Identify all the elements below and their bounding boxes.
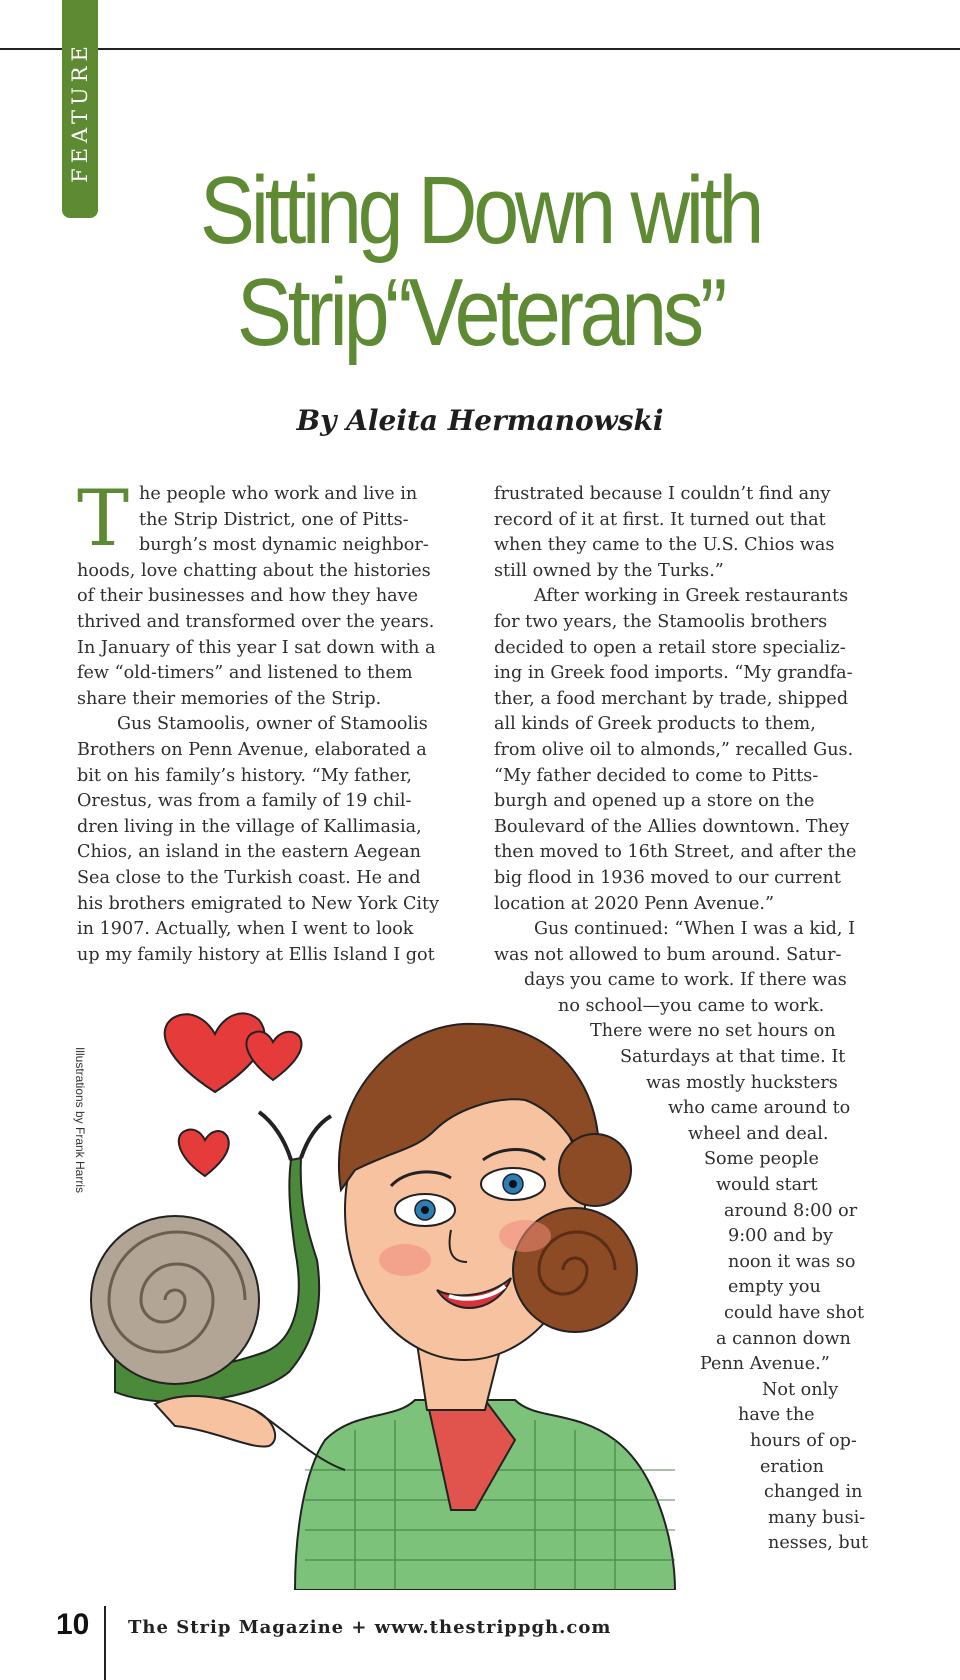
illustration-credit: Illustrations by Frank Harris xyxy=(73,1046,87,1194)
article-title xyxy=(67,157,893,366)
text-line: share their memories of the Strip. xyxy=(77,688,382,709)
text-line: 9:00 and by xyxy=(728,1226,833,1247)
text-line: decided to open a retail store specializ- xyxy=(494,637,846,658)
illustration xyxy=(55,1000,715,1590)
text-line: Orestus, was from a family of 19 chil- xyxy=(77,791,412,812)
text-line: hours of op- xyxy=(750,1430,857,1451)
text-line: nesses, but xyxy=(768,1533,869,1554)
text-line: frustrated because I couldn’t find any xyxy=(494,484,831,504)
column-left xyxy=(77,474,477,968)
woman xyxy=(295,1024,675,1590)
byline: By Aleita Hermanowski xyxy=(296,404,664,437)
text-line: Saturdays at that time. It xyxy=(620,1047,846,1068)
text-line: changed in xyxy=(764,1482,863,1503)
text-line: all kinds of Greek products to them, xyxy=(494,714,816,735)
text-line: could have shot xyxy=(724,1303,865,1323)
text-line: was not allowed to bum around. Satur- xyxy=(494,944,842,965)
text-line: who came around to xyxy=(668,1098,851,1119)
text-line: noon it was so xyxy=(728,1251,856,1272)
title-line-2: Strip“Veterans” xyxy=(236,259,724,366)
text-line: location at 2020 Penn Avenue.” xyxy=(494,893,775,914)
text-line: big flood in 1936 moved to our current xyxy=(494,867,841,888)
text-line: for two years, the Stamoolis brothers xyxy=(494,611,828,632)
text-line: up my family history at Ellis Island I got xyxy=(77,944,435,965)
text-line: when they came to the U.S. Chios was xyxy=(494,535,835,556)
text-line: Penn Avenue.” xyxy=(700,1354,830,1375)
text-line: burgh’s most dynamic neighbor- xyxy=(139,535,429,556)
text-line: no school—you came to work. xyxy=(558,995,825,1016)
text-line: hoods, love chatting about the histories xyxy=(77,560,431,581)
footer-divider xyxy=(104,1606,106,1680)
text-line: record of it at first. It turned out that xyxy=(494,509,826,530)
text-line: Sea close to the Turkish coast. He and xyxy=(77,867,421,888)
text-line: would start xyxy=(716,1175,818,1196)
text-line: eration xyxy=(760,1456,824,1477)
text-line: Brothers on Penn Avenue, elaborated a xyxy=(77,739,427,760)
drop-cap: T xyxy=(77,474,130,564)
text-line: In January of this year I sat down with a xyxy=(77,637,436,658)
text-line: Some people xyxy=(704,1149,819,1170)
text-line: a cannon down xyxy=(716,1328,851,1349)
top-rule xyxy=(0,48,960,50)
text-line: wheel and deal. xyxy=(688,1123,829,1144)
text-line: dren living in the village of Kallimasia, xyxy=(77,816,422,837)
text-line: There were no set hours on xyxy=(590,1021,836,1042)
text-line: few “old-timers” and listened to them xyxy=(77,663,413,684)
text-line: ing in Greek food imports. “My grandfa- xyxy=(494,663,853,684)
text-line: still owned by the Turks.” xyxy=(494,560,724,581)
text-line: the Strip District, one of Pitts- xyxy=(139,509,409,530)
text-line: “My father decided to come to Pitts- xyxy=(494,765,819,786)
text-line: around 8:00 or xyxy=(724,1200,858,1221)
text-line: in 1907. Actually, when I went to look xyxy=(77,919,414,940)
text-line: Not only xyxy=(762,1379,839,1400)
section-tab-label: FEATURE xyxy=(68,41,92,183)
text-line: After working in Greek restaurants xyxy=(534,586,849,607)
text-line: he people who work and live in xyxy=(139,484,418,504)
text-line: from olive oil to almonds,” recalled Gus. xyxy=(494,739,854,760)
page-number: 10 xyxy=(56,1608,90,1641)
text-line: thrived and transformed over the years. xyxy=(77,611,435,632)
footer-text: The Strip Magazine + www.thestrippgh.com xyxy=(128,1617,612,1638)
text-line: his brothers emigrated to New York City xyxy=(77,893,440,914)
text-line: empty you xyxy=(728,1277,821,1298)
text-line: Chios, an island in the eastern Aegean xyxy=(77,842,421,863)
title-line-1: Sitting Down with xyxy=(199,157,761,264)
text-line: many busi- xyxy=(768,1507,866,1528)
text-line: Gus Stamoolis, owner of Stamoolis xyxy=(117,714,428,735)
text-line: days you came to work. If there was xyxy=(524,970,847,991)
heart-icon xyxy=(246,1032,301,1080)
text-line: was mostly hucksters xyxy=(646,1072,838,1093)
text-line: of their businesses and how they have xyxy=(77,586,418,607)
heart-icon xyxy=(179,1130,229,1176)
text-line: have the xyxy=(738,1405,815,1426)
text-line: bit on his family’s history. “My father, xyxy=(77,765,413,786)
text-line: Boulevard of the Allies downtown. They xyxy=(494,816,850,837)
text-line: ther, a food merchant by trade, shipped xyxy=(494,688,849,709)
text-line: then moved to 16th Street, and after the xyxy=(494,842,857,863)
text-line: burgh and opened up a store on the xyxy=(494,791,815,812)
text-line: Gus continued: “When I was a kid, I xyxy=(534,919,856,940)
